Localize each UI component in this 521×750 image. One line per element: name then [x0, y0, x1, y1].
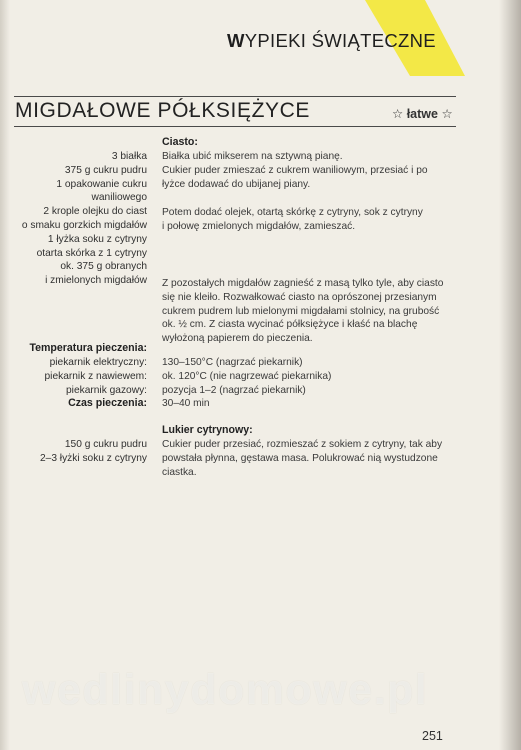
ingredient-line: otarta skórka z 1 cytryny [36, 247, 147, 259]
title-rule-top [14, 96, 456, 97]
step-line: Białka ubić mikserem na sztywną pianę. [162, 151, 343, 162]
temperature-heading: Temperatura pieczenia: [29, 342, 147, 354]
ingredient-line: o smaku gorzkich migdałów [21, 219, 147, 231]
ingredient-line: 375 g cukru pudru [64, 164, 147, 176]
step-line: Z pozostałych migdałów zagnieść z masą tylko tyle, aby ciasto [162, 278, 444, 289]
dough-steps-1 [162, 150, 452, 191]
icing-heading: Lukier cytrynowy: [162, 424, 253, 436]
step-line: i połowę zmielonych migdałów, zamieszać. [162, 220, 356, 232]
step-line: Cukier puder zmieszać z cukrem waniliowym, przesiać i po [162, 164, 428, 176]
step-line: się nie kleiło. Rozwałkować ciasto na oprószonej przesianym [162, 291, 437, 303]
ingredient-line: 3 białka [111, 151, 147, 162]
ingredient-line: ok. 375 g obranych [60, 261, 147, 273]
icing-steps [162, 438, 452, 479]
recipe-title: MIGDAŁOWE PÓŁKSIĘŻYCE [15, 99, 310, 122]
ingredient-line: i zmielonych migdałów [45, 275, 147, 287]
oven-labels [0, 356, 147, 411]
icing-ingredients [0, 438, 147, 466]
ingredient-line: 2–3 łyżki soku z cytryny [39, 452, 147, 464]
step-line: łyżce dodawać do ubijanej piany. [162, 178, 311, 190]
dough-steps-3 [162, 277, 452, 346]
step-line: ciastka. [162, 466, 197, 478]
oven-label: piekarnik z nawiewem: [44, 370, 147, 382]
oven-values [162, 356, 452, 411]
baking-time-value: 30–40 min [162, 398, 210, 410]
title-rule-bottom [14, 126, 456, 127]
oven-value: pozycja 1–2 (nagrzać piekarnik) [162, 384, 306, 396]
oven-label: piekarnik gazowy: [66, 384, 147, 396]
ingredient-line: 1 opakowanie cukru [56, 178, 147, 190]
baking-time-label: Czas pieczenia: [68, 397, 147, 410]
section-title: WYPIEKI ŚWIĄTECZNE [227, 30, 436, 51]
ingredient-line: waniliowego [91, 192, 147, 204]
step-line: wyłożoną papierem do pieczenia. [162, 333, 313, 345]
step-line: powstała płynna, gęstawa masa. Polukrować nią wystudzone [162, 452, 438, 464]
difficulty-badge [392, 106, 453, 121]
step-line: Potem dodać olejek, otartą skórkę z cytryny, sok z cytryny [162, 207, 423, 218]
page-edge-shadow [499, 0, 521, 750]
dough-ingredients [0, 150, 147, 288]
difficulty-label: łatwe [406, 107, 438, 121]
oven-value: 130–150°C (nagrzać piekarnik) [162, 357, 303, 368]
star-icon: ☆ [441, 107, 453, 121]
step-line: Cukier puder przesiać, rozmieszać z sokiem z cytryny, tak aby [162, 439, 443, 450]
step-line: ok. ½ cm. Z ciasta wycinać półksiężyce i kłaść na blachę [162, 319, 418, 331]
star-icon: ☆ [392, 107, 404, 121]
ingredient-line: 1 łyżka soku z cytryny [47, 233, 147, 245]
dough-heading: Ciasto: [162, 136, 198, 148]
ingredient-line: 2 krople olejku do ciast [43, 206, 147, 218]
oven-value: ok. 120°C (nie nagrzewać piekarnika) [162, 370, 332, 382]
oven-label: piekarnik elektryczny: [49, 357, 147, 368]
watermark: wedlinydomowe.pl [22, 666, 429, 714]
step-line: cukrem pudrem lub mielonymi migdałami stolnicy, na grubość [162, 305, 440, 317]
ingredient-line: 150 g cukru pudru [64, 439, 147, 450]
page-number: 251 [422, 729, 443, 743]
dough-steps-2 [162, 206, 452, 234]
